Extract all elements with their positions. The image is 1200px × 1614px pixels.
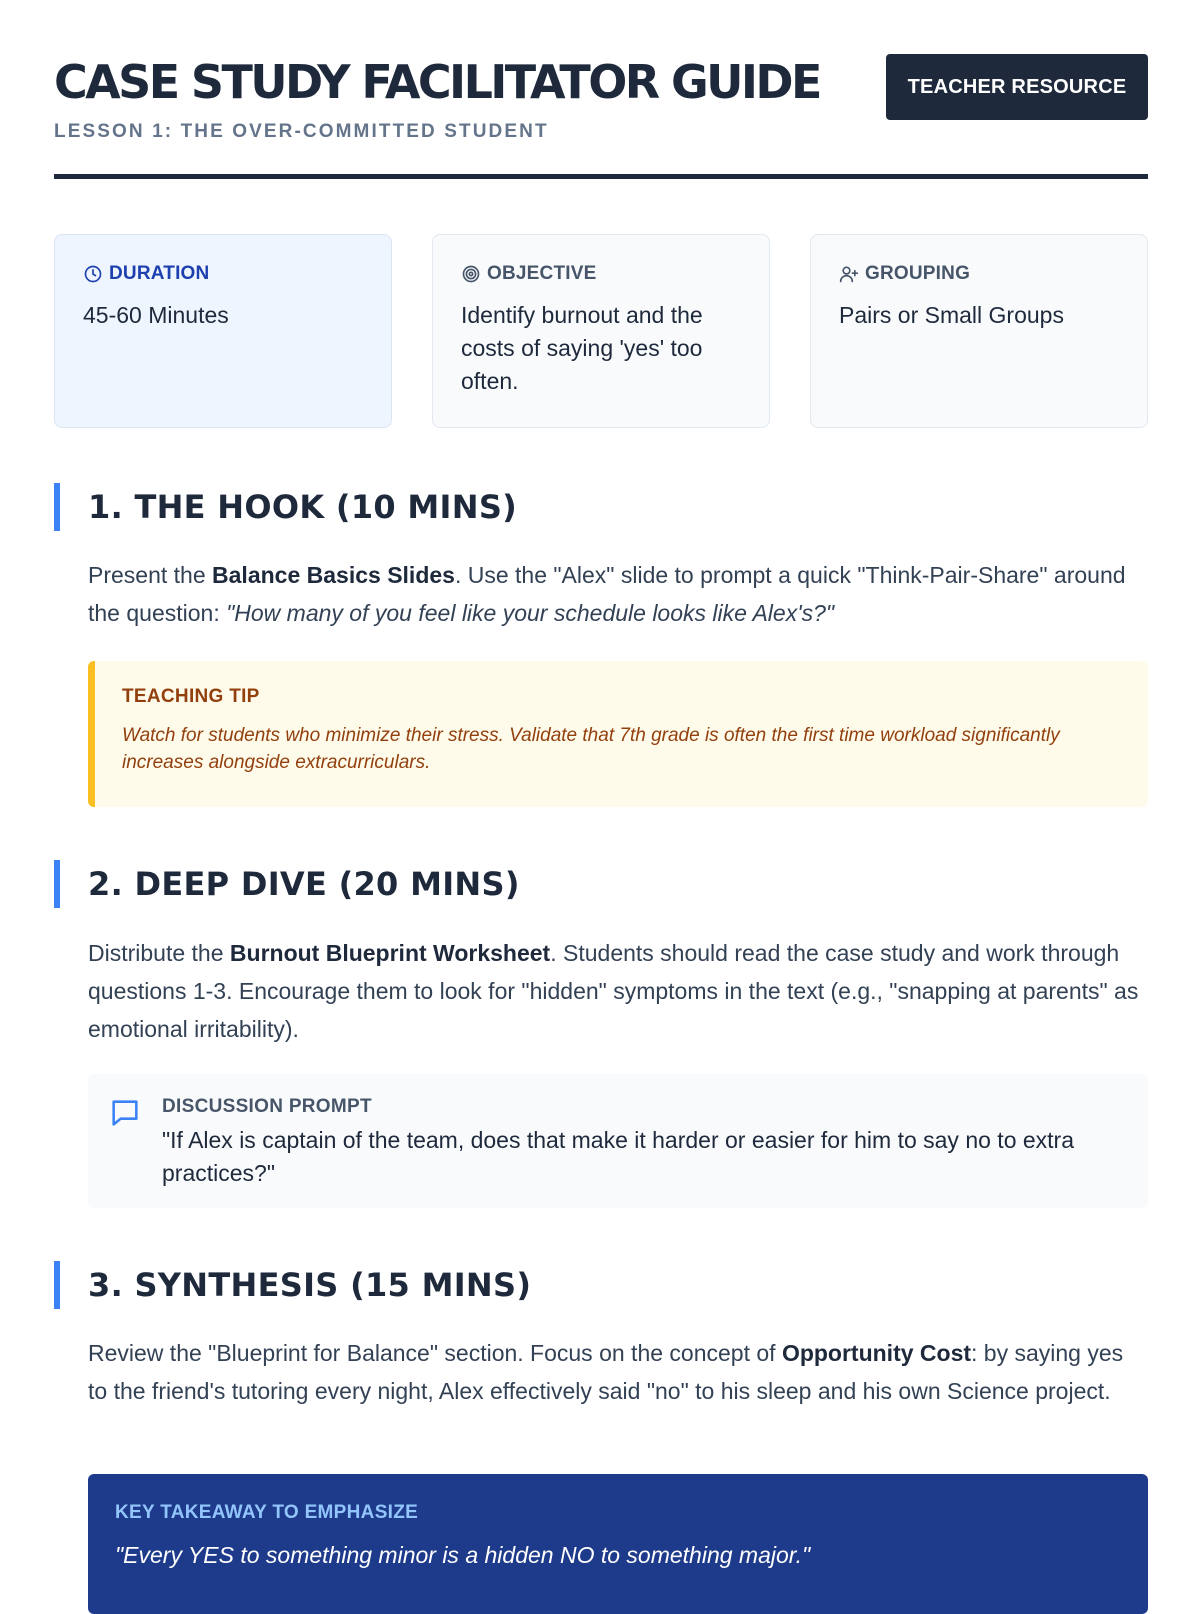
key-takeaway-label: KEY TAKEAWAY TO EMPHASIZE — [115, 1502, 419, 1523]
page-title: CASE STUDY FACILITATOR GUIDE — [54, 55, 820, 109]
section-accent-bar — [54, 1261, 60, 1309]
duration-value: 45-60 Minutes — [83, 302, 229, 328]
objective-label: OBJECTIVE — [487, 263, 597, 284]
section-title: 1. THE HOOK (10 MINS) — [88, 488, 518, 526]
clock-icon — [83, 264, 103, 284]
discussion-prompt-box — [88, 1074, 1148, 1208]
worksheet-name: Burnout Blueprint Worksheet — [229, 940, 551, 966]
grouping-card — [810, 234, 1148, 428]
header-divider — [54, 174, 1148, 179]
objective-card — [432, 234, 770, 428]
section-hook-text: Present the Balance Basics Slides. Use the "Alex" slide to prompt a quick "Think-Pair-Share" around the question: "How many of you feel like your schedule looks like Alex's?" — [88, 562, 1126, 626]
user-plus-icon — [839, 264, 859, 284]
facilitator-guide-page — [54, 0, 1148, 1568]
discussion-prompt-text: "If Alex is captain of the team, does that make it harder or easier for him to say no to extra practices?" — [162, 1127, 1075, 1186]
teaching-tip-box — [88, 661, 1148, 807]
discussion-prompt-label: DISCUSSION PROMPT — [162, 1096, 372, 1117]
section-synthesis-text: Review the "Blueprint for Balance" section. Focus on the concept of Opportunity Cost: by saying yes to the friend's tutoring every night, Alex effectively said "no" to his sleep and his own Science project. — [88, 1340, 1124, 1404]
key-takeaway-box — [88, 1474, 1148, 1614]
section-title: 2. DEEP DIVE (20 MINS) — [88, 865, 520, 903]
duration-label: DURATION — [109, 263, 210, 284]
section-synthesis-heading — [54, 1261, 1148, 1309]
hook-question: "How many of you feel like your schedule looks like Alex's?" — [226, 600, 835, 626]
info-cards — [54, 234, 1148, 430]
key-takeaway-quote: "Every YES to something minor is a hidden NO to something major." — [115, 1542, 811, 1568]
teaching-tip-label: TEACHING TIP — [122, 686, 260, 707]
page-header — [54, 0, 1148, 180]
concept-name: Opportunity Cost — [781, 1340, 972, 1366]
section-deep-dive-heading — [54, 860, 1148, 908]
objective-value: Identify burnout and the costs of saying 'yes' too often. — [461, 302, 703, 394]
section-accent-bar — [54, 860, 60, 908]
target-icon — [461, 264, 481, 284]
duration-card — [54, 234, 392, 428]
lesson-subtitle: LESSON 1: THE OVER-COMMITTED STUDENT — [54, 121, 549, 142]
section-title: 3. SYNTHESIS (15 MINS) — [88, 1266, 532, 1304]
grouping-label: GROUPING — [865, 263, 971, 284]
teacher-resource-badge: TEACHER RESOURCE — [886, 54, 1148, 120]
speech-bubble-icon — [108, 1096, 142, 1130]
section-accent-bar — [54, 483, 60, 531]
grouping-value: Pairs or Small Groups — [839, 302, 1064, 328]
section-deep-dive-text: Distribute the Burnout Blueprint Worksheet. Students should read the case study and work through questions 1-3. Encourage them to look for "hidden" symptoms in the text (e.g., "snapping at parents" as emotional irritability). — [88, 940, 1139, 1042]
section-hook-heading — [54, 483, 1148, 531]
teaching-tip-text: Watch for students who minimize their stress. Validate that 7th grade is often the first time workload significantly increases alongside extracurriculars. — [122, 725, 1060, 773]
slides-name: Balance Basics Slides — [212, 562, 455, 588]
